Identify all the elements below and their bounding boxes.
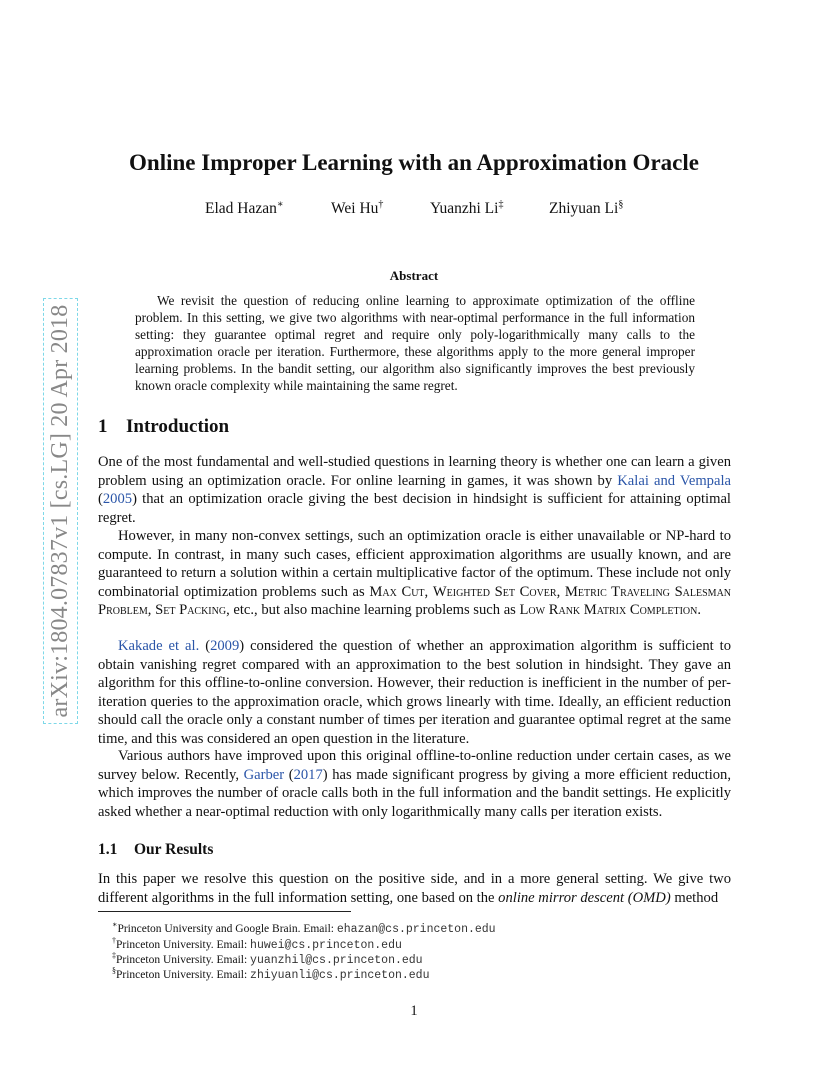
email-link[interactable]: ehazan@cs.princeton.edu bbox=[336, 922, 496, 936]
citation-link[interactable]: Kalai and Vempala bbox=[617, 472, 731, 489]
text: , etc., but also machine learning problems such as bbox=[226, 602, 520, 618]
problem-name: Metric Traveling Salesman Problem bbox=[98, 583, 732, 618]
paragraph-1 bbox=[98, 453, 731, 527]
author-2 bbox=[331, 199, 383, 218]
footnote-mark: ‡ bbox=[112, 951, 116, 960]
subsection-heading-our-results bbox=[98, 841, 213, 859]
author-mark: † bbox=[378, 199, 384, 210]
text: ( bbox=[98, 491, 103, 507]
problem-name: Weighted Set Cover bbox=[432, 583, 557, 600]
footnote-mark: † bbox=[112, 936, 116, 945]
emphasis: online mirror descent (OMD) bbox=[498, 889, 671, 906]
citation-link[interactable]: Kakade et al. bbox=[118, 638, 200, 654]
footnote-4 bbox=[112, 963, 429, 984]
problem-name: Max Cut bbox=[369, 583, 425, 600]
paragraph-5 bbox=[98, 870, 731, 907]
text: ) has made significant progress by giving a more efficient reduction, which improves the number of oracle calls both in the full information and the bandit settings. He explicitly asked whether a near-optimal reduction with only logarithmically many calls per iteration exists. bbox=[98, 766, 731, 820]
text: ) that an optimization oracle giving the best decision in hindsight is sufficient for attaining optimal regret. bbox=[98, 491, 731, 526]
paper-title: Online Improper Learning with an Approximation Oracle bbox=[129, 150, 699, 175]
citation-year-link[interactable]: 2017 bbox=[293, 766, 323, 783]
footnote-text: Princeton University. Email: bbox=[116, 968, 251, 981]
abstract-heading: Abstract bbox=[389, 268, 439, 283]
email-link[interactable]: zhiyuanli@cs.princeton.edu bbox=[250, 968, 430, 982]
footnote-mark: § bbox=[112, 966, 116, 975]
text: ( bbox=[284, 766, 294, 783]
section-heading-introduction bbox=[98, 416, 229, 438]
page-number: 1 bbox=[410, 1003, 418, 1019]
author-mark: ‡ bbox=[498, 199, 504, 210]
section-number: 1 bbox=[98, 416, 108, 437]
section-title: Introduction bbox=[126, 416, 230, 437]
text: , bbox=[556, 583, 565, 600]
problem-name: Set Packing bbox=[155, 602, 227, 618]
text: ( bbox=[199, 638, 211, 654]
author-name: Elad Hazan bbox=[205, 200, 277, 218]
text: method bbox=[670, 889, 719, 906]
footnote-rule bbox=[98, 911, 351, 912]
email-link[interactable]: huwei@cs.princeton.edu bbox=[250, 938, 402, 952]
author-mark: § bbox=[618, 199, 624, 210]
footnote-text: Princeton University and Google Brain. Email: bbox=[117, 922, 337, 935]
arxiv-stamp-text: arXiv:1804.07837v1 [cs.LG] 20 Apr 2018 bbox=[43, 298, 78, 725]
text: , bbox=[147, 602, 156, 618]
text: In this paper we resolve this question on the positive side, and in a more general setting. We give two different algorithms in the full information setting, one based on the bbox=[98, 871, 731, 906]
text: One of the most fundamental and well-studied questions in learning theory is whether one can learn a given problem using an optimization oracle. For online learning in games, it was shown by bbox=[98, 454, 731, 489]
author-1 bbox=[205, 199, 284, 218]
email-link[interactable]: yuanzhil@cs.princeton.edu bbox=[250, 953, 423, 967]
paragraph-4 bbox=[98, 747, 731, 821]
text: However, in many non-convex settings, such an optimization oracle is either unavailable or NP-hard to compute. In contrast, in many such cases, efficient approximation algorithms are usually known, and are guaranteed to return a solution within a certain multiplicative factor of the optimum. These include not only combinatorial optimization problems such as bbox=[98, 528, 731, 600]
problem-name: Low Rank Matrix Completion bbox=[519, 602, 698, 618]
author-name: Yuanzhi Li bbox=[430, 200, 499, 218]
citation-year-link[interactable]: 2009 bbox=[210, 638, 240, 654]
text: , bbox=[424, 583, 433, 600]
citation-link[interactable]: Garber bbox=[243, 766, 285, 783]
author-3 bbox=[430, 199, 503, 218]
footnote-text: Princeton University. Email: bbox=[116, 953, 251, 966]
abstract-text: We revisit the question of reducing online learning to approximate optimization of the offline problem. In this setting, we give two algorithms with near-optimal performance in the full information setting: they guarantee optimal regret and require only poly-logarithmically many calls to the approximation oracle per iteration. Furthermore, these algorithms apply to the more general improper learning problems. In the bandit setting, our algorithm also significantly improves the best previously known oracle complexity while maintaining the same regret. bbox=[135, 293, 695, 393]
footnote-mark: ∗ bbox=[112, 920, 118, 929]
paragraph-3 bbox=[98, 637, 731, 748]
author-name: Zhiyuan Li bbox=[549, 200, 619, 218]
text: . bbox=[697, 602, 702, 618]
author-4 bbox=[549, 199, 623, 218]
text: Various authors have improved upon this original offline-to-online reduction under certain cases, as we survey below. Recently, bbox=[98, 748, 731, 783]
text: ) considered the question of whether an approximation algorithm is sufficient to obtain vanishing regret compared with an approximation to the best solution in hindsight. They gave an algorithm for this offline-to-online conversion. However, their reduction is inefficient in the number of per-iteration queries to the approximation oracle, which grows linearly with time. Ideally, an efficient reduction should call the oracle only a constant number of times per iteration and guarantee optimal regret at the same time, and this was considered an open question in the literature. bbox=[98, 638, 731, 747]
section-title: Our Results bbox=[134, 841, 214, 858]
arxiv-stamp bbox=[42, 304, 78, 718]
author-name: Wei Hu bbox=[331, 200, 379, 218]
footnote-text: Princeton University. Email: bbox=[116, 938, 251, 951]
author-mark: ∗ bbox=[276, 199, 284, 210]
citation-year-link[interactable]: 2005 bbox=[102, 491, 133, 507]
section-number: 1.1 bbox=[98, 841, 118, 858]
paragraph-2 bbox=[98, 527, 731, 620]
